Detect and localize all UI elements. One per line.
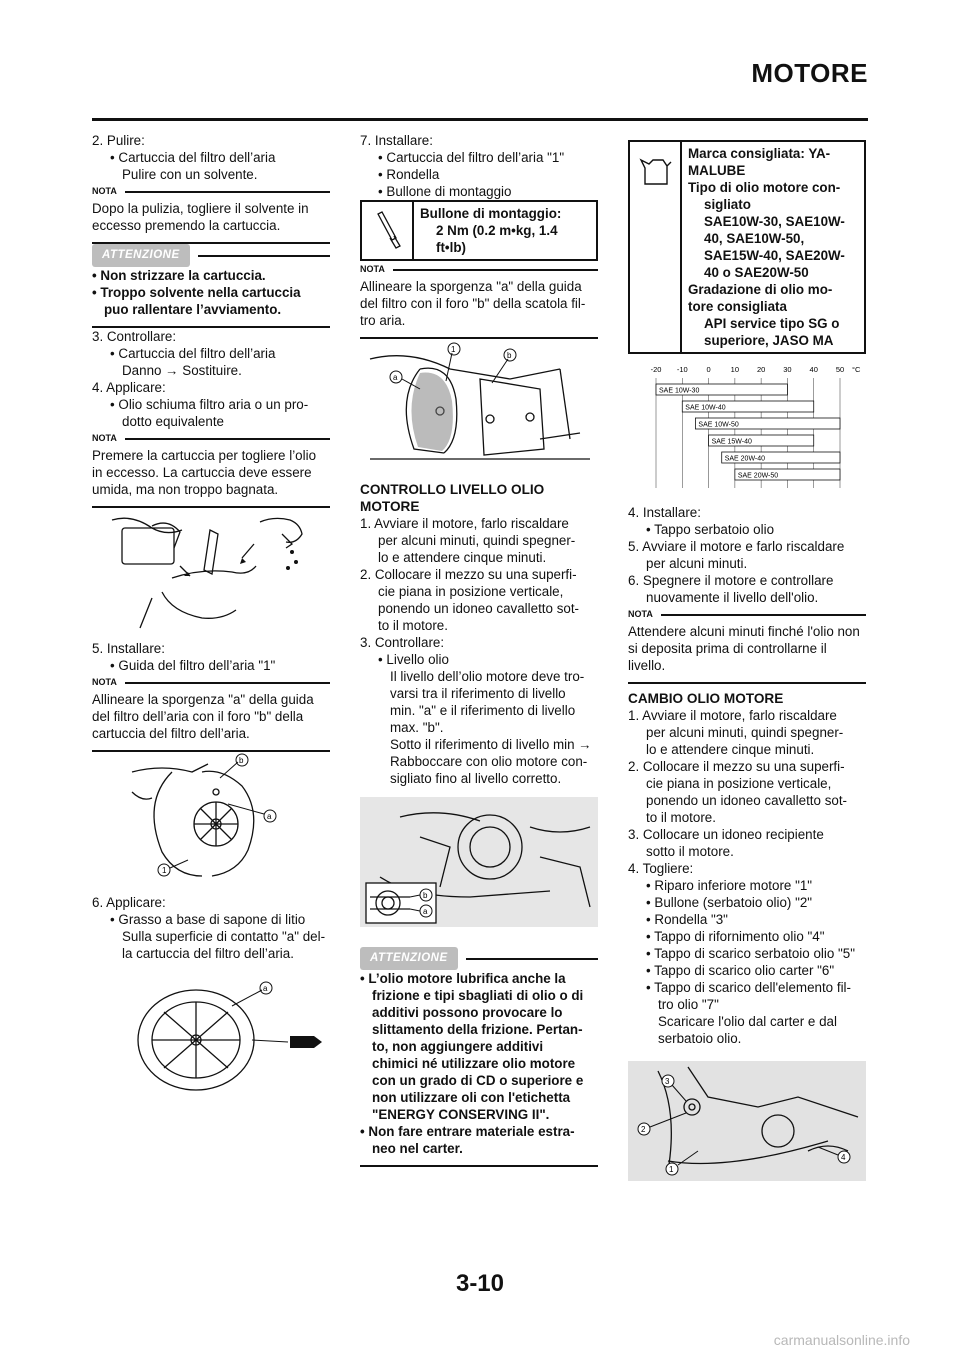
oil-change-step-3: 3. Collocare un idoneo recipiente: [628, 827, 824, 842]
warning-label: ATTENZIONE: [92, 244, 190, 267]
oil-level-sub-2: varsi tra il riferimento di livello: [390, 686, 566, 701]
oil-change-step-1b: per alcuni minuti, quindi spegner-: [646, 725, 844, 740]
oil-level-step-2: 2. Collocare il mezzo su una superfi-: [360, 567, 577, 582]
callout-1: 1: [162, 866, 167, 875]
oil-change-sub-2: serbatoio olio.: [658, 1031, 742, 1046]
oil-change-bullet-5: • Tappo di scarico serbatoio olio "5": [646, 946, 855, 961]
oil-level-step-2b: cie piana in posizione verticale,: [378, 584, 564, 599]
callout-b: b: [239, 756, 244, 765]
step-c3-6b: nuovamente il livello dell'olio.: [646, 590, 819, 605]
warning-1-line-2: • Troppo solvente nella cartuccia: [92, 285, 301, 300]
step-c3-5: 5. Avviare il motore e farlo riscaldare: [628, 539, 845, 554]
step-2-title: 2. Pulire:: [92, 133, 145, 148]
oil-viscosity-chart: [628, 362, 866, 496]
figure-filter-box: [360, 339, 598, 473]
callout-a: a: [423, 907, 428, 916]
x-tick-label: 20: [756, 365, 766, 374]
column-3: [628, 130, 866, 1185]
step-4-title: 4. Applicare:: [92, 380, 166, 395]
x-tick-label: 50: [835, 365, 845, 374]
header-rule: [92, 118, 868, 121]
x-tick-label: 10: [730, 365, 740, 374]
watermark: carmanualsonline.info: [773, 1332, 910, 1348]
note-label: NOTA: [628, 606, 866, 623]
filter-guide-illustration: [92, 752, 330, 880]
oil-change-step-3b: sotto il motore.: [646, 844, 734, 859]
note-2: [92, 430, 330, 508]
note-label: NOTA: [92, 430, 330, 447]
callout-4: 4: [841, 1153, 846, 1162]
warning-2-line-7: con un grado di CD o superiore e: [372, 1073, 584, 1088]
note-label: NOTA: [92, 674, 330, 691]
step-3-sub: Danno → Sostituire.: [122, 363, 242, 378]
oil-level-sub-7: sigliato fino al livello corretto.: [390, 771, 562, 786]
oil-spec-line-6: 40, SAE10W-50,: [704, 231, 805, 246]
figure-grease-cartridge: [92, 976, 330, 1100]
oil-change-step-2d: to il motore.: [646, 810, 716, 825]
step-7-title: 7. Installare:: [360, 133, 433, 148]
page-title: MOTORE: [751, 58, 868, 88]
oil-spec-line-5: SAE10W-30, SAE10W-: [704, 214, 845, 229]
greased-cartridge-illustration: [92, 976, 330, 1096]
note-1-text: Dopo la pulizia, togliere il solvente in eccesso premendo la cartuccia.: [92, 201, 309, 233]
x-unit-label: °C: [852, 365, 861, 374]
hands-squeezing-filter-illustration: [92, 508, 330, 636]
warning-2: [360, 947, 598, 1167]
step-6-sub-2: la cartuccia del filtro dell’aria.: [122, 946, 294, 961]
x-tick-label: 40: [809, 365, 818, 374]
step-2-bullet: • Cartuccia del filtro dell’aria: [110, 150, 276, 165]
oil-spec-line-7: SAE15W-40, SAE20W-: [704, 248, 845, 263]
oil-can-icon: [630, 142, 682, 352]
warning-2-line-8: non utilizzare oli con l'etichetta: [372, 1090, 571, 1105]
step-7-bullet-2: • Rondella: [378, 167, 440, 182]
step-2-sub: Pulire con un solvente.: [122, 167, 258, 182]
callout-b: b: [423, 891, 428, 900]
viscosity-range-label: SAE 20W-40: [724, 455, 766, 463]
oil-change-step-2b: cie piana in posizione verticale,: [646, 776, 832, 791]
oil-level-sub-1: Il livello dell’olio motore deve tro-: [390, 669, 585, 684]
note-3: [92, 674, 330, 752]
callout-b: b: [507, 351, 512, 360]
oil-change-bullet-7: • Tappo di scarico dell'elemento fil-: [646, 980, 851, 995]
oil-level-sub-5: Sotto il riferimento di livello min →: [390, 737, 592, 752]
grease-icon: [290, 1036, 322, 1048]
oil-level-sub-6: Rabboccare con olio motore con-: [390, 754, 588, 769]
oil-change-step-1: 1. Avviare il motore, farlo riscaldare: [628, 708, 837, 723]
oil-spec-line-4: sigliato: [704, 197, 751, 212]
oil-spec-line-3: Tipo di olio motore con-: [688, 180, 841, 195]
warning-2-line-3: additivi possono provocare lo: [372, 1005, 563, 1020]
figure-cleaning-cartridge: [92, 508, 330, 640]
step-5-bullet: • Guida del filtro dell’aria "1": [110, 658, 276, 673]
warning-2-line-6: chimici né utilizzare olio motore: [372, 1056, 576, 1071]
oil-change-bullet-7b: tro olio "7": [658, 997, 719, 1012]
oil-change-step-2c: ponendo un idoneo cavalletto sot-: [646, 793, 848, 808]
oil-change-sub-1: Scaricare l'olio dal carter e dal: [658, 1014, 837, 1029]
oil-spec-box: [628, 140, 866, 354]
figure-oil-drain: [628, 1061, 866, 1185]
step-3-bullet: • Cartuccia del filtro dell’aria: [110, 346, 276, 361]
oil-spec-line-8: 40 o SAE20W-50: [704, 265, 809, 280]
oil-change-step-1c: lo e attendere cinque minuti.: [646, 742, 815, 757]
warning-2-line-1: • L’olio motore lubrifica anche la: [360, 971, 566, 986]
column-1: [92, 130, 330, 1100]
step-4-bullet: • Olio schiuma filtro aria o un pro-: [110, 397, 309, 412]
oil-level-step-1c: lo e attendere cinque minuti.: [378, 550, 547, 565]
warning-label: ATTENZIONE: [360, 947, 458, 970]
oil-spec-line-9: Gradazione di olio mo-: [688, 282, 833, 297]
column-2: [360, 130, 598, 1167]
section-oil-change-title: CAMBIO OLIO MOTORE: [628, 691, 784, 706]
figure-filter-guide: [92, 752, 330, 880]
warning-2-line-4: slittamento della frizione. Pertan-: [372, 1022, 583, 1037]
callout-a: a: [267, 812, 272, 821]
oil-change-step-4: 4. Togliere:: [628, 861, 694, 876]
step-c3-4-bullet: • Tappo serbatoio olio: [646, 522, 775, 537]
step-3-title: 3. Controllare:: [92, 329, 177, 344]
page-number: 3-10: [455, 1270, 505, 1297]
warning-1: [92, 244, 330, 328]
oil-level-step-3: 3. Controllare:: [360, 635, 445, 650]
air-filter-box-illustration: [360, 339, 598, 469]
x-tick-label: -10: [676, 365, 688, 374]
oil-level-sub-3: min. "a" e il riferimento di livello: [390, 703, 576, 718]
oil-level-sub-4: max. "b".: [390, 720, 444, 735]
oil-drain-illustration: [628, 1061, 866, 1181]
torque-spec-box: [360, 200, 598, 261]
step-c3-6: 6. Spegnere il motore e controllare: [628, 573, 834, 588]
oil-level-step-1b: per alcuni minuti, quindi spegner-: [378, 533, 576, 548]
torque-spec-line-1: Bullone di montaggio:: [420, 206, 562, 221]
viscosity-range-label: SAE 10W-30: [659, 387, 700, 395]
oil-spec-line-11: API service tipo SG o: [704, 316, 840, 331]
callout-a: a: [263, 984, 268, 993]
warning-2-line-11: neo nel carter.: [372, 1141, 463, 1156]
oil-spec-line-12: superiore, JASO MA: [704, 333, 834, 348]
callout-1: 1: [451, 345, 456, 354]
note-4-text: Allineare la sporgenza "a" della guida del filtro con il foro "b" della scatola fil-tro aria.: [360, 279, 586, 328]
note-2-text: Premere la cartuccia per togliere l’olio in eccesso. La cartuccia deve essere umida, ma non troppo bagnata.: [92, 448, 317, 497]
note-5: [628, 606, 866, 684]
x-tick-label: 30: [783, 365, 792, 374]
note-1: [92, 183, 330, 244]
x-tick-label: 0: [706, 365, 711, 374]
engine-oil-window-illustration: [360, 797, 598, 927]
warning-1-line-3: puo rallentare l’avviamento.: [104, 302, 282, 317]
viscosity-range-label: SAE 10W-50: [698, 421, 739, 429]
oil-spec-line-2: MALUBE: [688, 163, 746, 178]
note-4: [360, 261, 598, 339]
step-5-title: 5. Installare:: [92, 641, 165, 656]
oil-change-step-2: 2. Collocare il mezzo su una superfi-: [628, 759, 845, 774]
viscosity-range-label: SAE 10W-40: [685, 404, 726, 412]
step-6-title: 6. Applicare:: [92, 895, 166, 910]
section-oil-level-title: CONTROLLO LIVELLO OLIO MOTORE: [360, 482, 545, 514]
oil-change-bullet-6: • Tappo di scarico olio carter "6": [646, 963, 835, 978]
callout-3: 3: [665, 1077, 670, 1086]
oil-spec-line-10: tore consigliata: [688, 299, 787, 314]
oil-change-bullet-4: • Tappo di rifornimento olio "4": [646, 929, 825, 944]
oil-level-step-1: 1. Avviare il motore, farlo riscaldare: [360, 516, 569, 531]
figure-oil-level-window: [360, 797, 598, 931]
torque-spec-line-3: ft•lb): [436, 240, 466, 255]
oil-change-bullet-3: • Rondella "3": [646, 912, 728, 927]
oil-level-step-2d: to il motore.: [378, 618, 448, 633]
torque-wrench-icon: [362, 202, 414, 259]
step-6-bullet: • Grasso a base di sapone di litio: [110, 912, 306, 927]
step-c3-5b: per alcuni minuti.: [646, 556, 748, 571]
note-3-text: Allineare la sporgenza "a" della guida del filtro dell’aria con il foro "b" della cartuccia del filtro dell’aria.: [92, 692, 314, 741]
callout-1: 1: [669, 1165, 674, 1174]
note-label: NOTA: [92, 183, 330, 200]
oil-level-step-2c: ponendo un idoneo cavalletto sot-: [378, 601, 580, 616]
step-4-bullet-cont: dotto equivalente: [122, 414, 224, 429]
callout-a: a: [393, 373, 398, 382]
note-5-text: Attendere alcuni minuti finché l'olio non si deposita prima di controllarne il livello.: [628, 624, 860, 673]
x-tick-label: -20: [650, 365, 662, 374]
warning-2-line-2: frizione e tipi sbagliati di olio o di: [372, 988, 584, 1003]
oil-change-bullet-1: • Riparo inferiore motore "1": [646, 878, 813, 893]
step-6-sub-1: Sulla superficie di contatto "a" del-: [122, 929, 326, 944]
oil-change-bullet-2: • Bullone (serbatoio olio) "2": [646, 895, 813, 910]
callout-2: 2: [641, 1125, 646, 1134]
warning-2-line-5: to, non aggiungere additivi: [372, 1039, 544, 1054]
step-7-bullet-3: • Bullone di montaggio: [378, 184, 512, 199]
warning-2-line-9: "ENERGY CONSERVING II".: [372, 1107, 550, 1122]
viscosity-range-label: SAE 15W-40: [711, 438, 752, 446]
torque-spec-line-2: 2 Nm (0.2 m•kg, 1.4: [436, 223, 558, 238]
viscosity-chart-svg: [628, 362, 866, 492]
step-7-bullet-1: • Cartuccia del filtro dell’aria "1": [378, 150, 565, 165]
warning-1-line-1: • Non strizzare la cartuccia.: [92, 268, 266, 283]
note-label: NOTA: [360, 261, 598, 278]
warning-2-line-10: • Non fare entrare materiale estra-: [360, 1124, 575, 1139]
viscosity-range-label: SAE 20W-50: [737, 472, 779, 480]
step-c3-4: 4. Installare:: [628, 505, 701, 520]
oil-level-step-3-bullet: • Livello olio: [378, 652, 449, 667]
oil-spec-line-1: Marca consigliata: YA-: [688, 146, 831, 161]
